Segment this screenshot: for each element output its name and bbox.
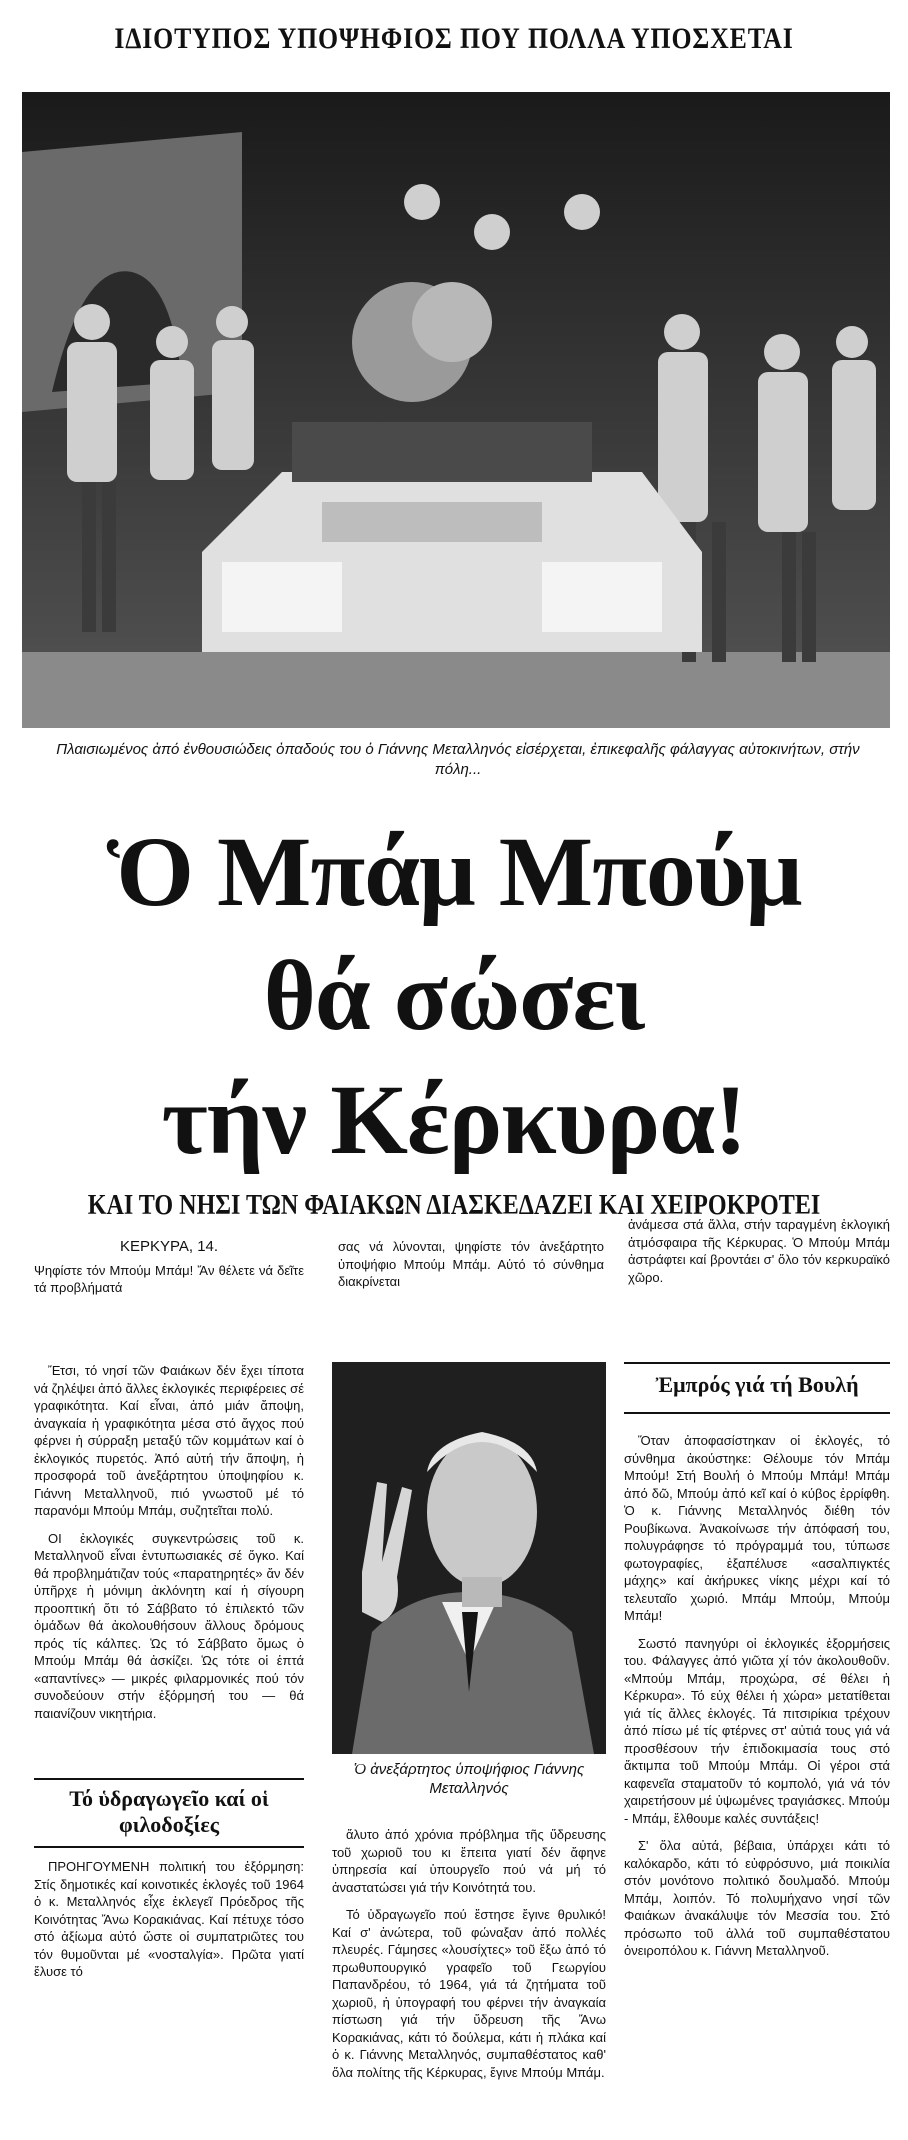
left-column xyxy=(34,1362,304,1732)
main-headline xyxy=(0,810,908,1182)
right-paragraph-3: Σ' ὅλα αὐτά, βέβαια, ὑπάρχει κάτι τό καλόκαρδο, κάτι τό εὐφρόσυνο, μιά ποικιλία στόν μονότονο πολιτικό δουλμαδό. Μπούμ Μπάμ, λοιπόν. Τό πολυμήχανο νησί τῶν Φαιάκων ἀνακάλυψε τόν Μεσσία του. Στό πρόσωπο τοῦ ἀλλά τοῦ συμπαθέστατου ὀνειροπόλου κ. Γιάννη Μεταλληνοῦ. xyxy=(624,1838,890,1958)
left-box-rule-bottom xyxy=(34,1846,304,1848)
left-paragraph-3: ΠΡΟΗΓΟΥΜΕΝΗ πολιτική του ἐξόρμηση: Στίς δημοτικές καί κοινοτικές ἐκλογές τοῦ 1964 ὁ κ. Μεταλληνός εἶχε ἐκλεγεῖ Πρόεδρος τῆς Κοινότητας Ἄνω Κορακιάνας. Καί πέτυχε τόσο στό ἀξίωμα αὐτό ὥστε οἱ συμπατριῶτες του τόν θυμοῦνται μέ «νοσταλγία». Πρῶτα γιατί ἔλυσε τό xyxy=(34,1859,304,1979)
intro-column-2: σας νά λύνονται, ψηφίστε τόν ἀνεξάρτητο ὑποψήφιο Μπούμ Μπάμ. Αὐτό τό σύνθημα διακρίνεται xyxy=(338,1239,604,1289)
right-box-rule-top xyxy=(624,1362,890,1364)
right-paragraph-1: Ὅταν ἀποφασίστηκαν οἱ ἐκλογές, τό σύνθημα ἀκούστηκε: Θέλουμε τόν Μπάμ Μπούμ! Στή Βουλή ὁ Μπούμ Μπάμ! Μπάμ ἀπό δῶ, Μπούμ ἀπό κεῖ καί ὁ κύβος ἐρρίφθη. Ὁ κ. Γιάννης Μεταλληνός διέθη τόν Ρουβίκωνα. Ἀνακοίνωσε τήν ἀπόφασή του, πολυγράφησε τό πρόγραμμά του, τύπωσε φωτογραφίες, ἐξαπέλυσε «ασαλπιγκτές μάχης» καί ἀκήρυκες νίκης μέχρι καί τό τελευταῖο χωριό. Μπάμ Μπούμ, Μπούμ Μπάμ! xyxy=(624,1433,890,1623)
left-box-rule-top xyxy=(34,1778,304,1780)
kicker-headline: ΙΔΙΟΤΥΠΟΣ ΥΠΟΨΗΦΙΟΣ ΠΟΥ ΠΟΛΛΑ ΥΠΟΣΧΕΤΑΙ xyxy=(114,22,794,55)
left-box-title: Τό ὑδραγωγεῖο καί οἱ φιλοδοξίες xyxy=(69,1786,269,1837)
crowd-photo-illustration xyxy=(22,92,890,728)
middle-column xyxy=(332,1826,606,2091)
right-box-rule-bottom xyxy=(624,1412,890,1414)
subheadline: ΚΑΙ ΤΟ ΝΗΣΙ ΤΩΝ ΦΑΙΑΚΩΝ ΔΙΑΣΚΕΔΑΖΕΙ ΚΑΙ ΧΕΙΡΟΚΡΟΤΕΙ xyxy=(87,1190,821,1221)
right-column xyxy=(624,1432,890,1970)
main-photo xyxy=(22,92,890,728)
right-box-title: Ἐμπρός γιά τή Βουλή xyxy=(655,1372,859,1397)
photo-caption: Πλαισιωμένος ἀπό ἐνθουσιώδεις ὀπαδούς του ὁ Γιάννης Μεταλληνός εἰσέρχεται, ἐπικεφαλῆς φάλαγγας αὐτοκινήτων, στήν πόλη... xyxy=(56,741,860,778)
middle-paragraph-2: Τό ὑδραγωγεῖο πού ἔστησε ἔγινε θρυλικό! Καί σ' ἀνώτερα, τοῦ φώναξαν ἀπό πολλές πλευρές. Γάμησες «λουσίχτες» τοῦ ἔξω ἀπό τό πρωθυπουργικό γραφεῖο τοῦ Γεωργίου Παπανδρέου, τό 1964, γιά τά ζητήματα τοῦ χωριοῦ, ἡ ὑπογραφή του φέρνει τήν ἀναγκαία πίστωση γιά τήν ὕδρευση τῆς Ἄνω Κορακιάνας, κάτι τό δούλεμα, κάτι ἡ πλάκα καί ὁ κ. Γιάννης Μεταλληνός, συμπαθέστατος καθ' ὅλα πολίτης τῆς Κέρκυρας, ἔγινε Μπούμ Μπάμ. xyxy=(332,1907,606,2080)
right-paragraph-2: Σωστό πανηγύρι οἱ ἐκλογικές ἐξορμήσεις του. Φάλαγγες ἀπό γιῶτα χί τόν ἀκολουθοῦν. «Μπούμ Μπάμ, προχώρα, σέ θέλει ἡ Κέρκυρα». Τό εὐχ θέλει ἡ χώρα» μετατίθεται γιά τίς ἄλλες ἐκλογές. Τά πιτσιρίκια τρέχουν ἀπό πίσω μέ τίς φτέρνες στ' αὐτιά τους γιά νά προσθέσουν τήν ἐπιδοκιμασία τους στό ἄκτιμπα τοῦ Μπούμ Μπάμ. Οἱ γέροι στά καφενεῖα σταματοῦν τό κομπολό, γιά νά τόν χαιρετήσουν μέ ὑψωμένες τραγιάσκες. Μπούμ - Μπάμ, ἔλθουμε καλές συντάξεις! xyxy=(624,1635,890,1826)
intro-column-3: ἀνάμεσα στά ἄλλα, στήν ταραγμένη ἐκλογική ἀτμόσφαιρα τῆς Κέρκυρας. Ὁ Μπούμ Μπάμ ἀστράφτει καί βροντάει σ' ὅλο τόν κερκυραϊκό χῶρο. xyxy=(628,1217,890,1285)
left-paragraph-1: Ἔτσι, τό νησί τῶν Φαιάκων δέν ἔχει τίποτα νά ζηλέψει ἀπό ἄλλες ἐκλογικές περιφέρειες σέ γραφικότητα. Καί εἶναι, ἀπό μιάν ἄποψη, ἀναγκαία ἡ γραφικότητα μέσα στό ἄγχος πού φέρνει ἡ σύρραξη μεταξύ τῶν κομμάτων καί ὁ ἐκλογικός πυρετός. Ἀπό αὐτή τήν ἄποψη, ἡ προσφορά τοῦ ἀνεξάρτητου ὑποψηφίου κ. Γιάννη Μεταλληνοῦ, πιό γνωστοῦ μέ τό παρανόμι Μπούμ Μπάμ, συζητεῖται πολύ. xyxy=(34,1363,304,1518)
portrait-illustration xyxy=(332,1362,606,1754)
left-column-bottom xyxy=(34,1858,304,1991)
left-paragraph-2: ΟΙ ἐκλογικές συγκεντρώσεις τοῦ κ. Μεταλληνοῦ εἶναι ἐντυπωσιακές σέ ὄγκο. Καί θά προβλημάτιζαν τούς «παρατηρητές» ἄν δέν ὑπῆρχε ἡ μόνιμη ἀκλόνητη καί ἡ σίγουρη προοπτική ὅτι τό Σάββατο τό ἐπιλεκτό τῶν ὁμάδων θά ἀκολουθήσουν ἄλλους δρόμους πρός τίς κάλπες. Ὡς τό Σάββατο ὅμως ὁ Μπούμ Μπάμ θά ἀσκίζει. Ὡς τότε οἱ ἑπτά «απαντίνες» — μικρές φιλαρμονικές πού τόν συνοδεύουν στήν ἐξόρμησή του — θά παιανίζουν νικητήρια. xyxy=(34,1530,304,1721)
intro-text-1: Ψηφίστε τόν Μπούμ Μπάμ! Ἄν θέλετε νά δεῖτε τά προβλήματά xyxy=(34,1262,304,1295)
headline-line-1: Ὁ Μπάμ Μπούμ xyxy=(106,816,802,927)
middle-paragraph-1: ἄλυτο ἀπό χρόνια πρόβλημα τῆς ὕδρευσης τοῦ χωριοῦ του κι ἔπειτα γιατί δέν ἄφηνε ὑπηρεσία καί ὑπουργεῖο πού νά μή τό ἀναστατώσει γιά τήν Κοινότητά του. xyxy=(332,1827,606,1895)
intro-column-1 xyxy=(34,1238,304,1297)
portrait-caption: Ὁ ἀνεξάρτητος ὑποψήφιος Γιάννης Μεταλληνός xyxy=(353,1761,585,1797)
headline-line-3: τήν Κέρκυρα! xyxy=(161,1064,747,1175)
dateline: ΚΕΡΚΥΡΑ, 14. xyxy=(119,1238,219,1255)
portrait-photo xyxy=(332,1362,606,1754)
headline-line-2: θά σώσει xyxy=(263,940,645,1051)
